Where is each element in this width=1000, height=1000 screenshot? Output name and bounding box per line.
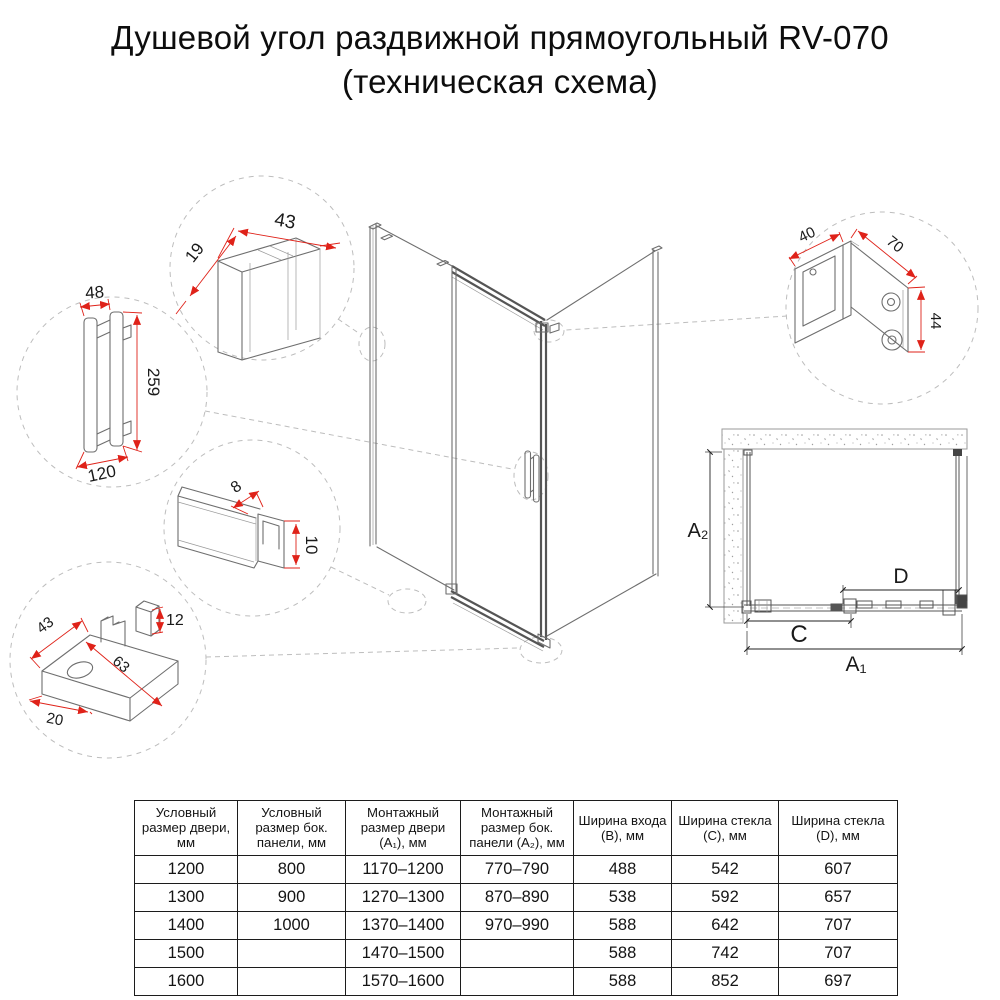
header-entry-width: Ширина входа (B), мм — [574, 801, 672, 856]
header-glass-d: Ширина стекла (D), мм — [779, 801, 898, 856]
plan-label-a2: A₂ — [687, 520, 709, 542]
dim-label-guide-length: 63 — [109, 652, 133, 677]
header-glass-c: Ширина стекла (C), мм — [672, 801, 779, 856]
cell: 1500 — [135, 939, 238, 967]
cell: 588 — [574, 967, 672, 995]
dim-label-profile-width: 43 — [272, 209, 298, 234]
header-door-size: Условный размер двери, мм — [135, 801, 238, 856]
header-panel-mount: Монтажный размер бок. панели (A₂), мм — [461, 801, 574, 856]
cell: 697 — [779, 967, 898, 995]
title-line-1: Душевой угол раздвижной прямоугольный RV-070 — [111, 19, 889, 56]
cell: 742 — [672, 939, 779, 967]
dim-label-bracket-width: 40 — [795, 223, 819, 247]
dim-label-handle-width: 48 — [84, 282, 105, 303]
detail-wall-profile — [170, 176, 354, 360]
cell — [461, 939, 574, 967]
wall-top — [722, 429, 967, 449]
cell: 707 — [779, 911, 898, 939]
cell — [238, 967, 346, 995]
cell: 1170–1200 — [346, 855, 461, 883]
detail-circle — [17, 297, 207, 487]
table-row — [135, 911, 898, 939]
corner-block — [953, 449, 962, 456]
size-spec-table — [134, 800, 898, 996]
leader-lines — [205, 316, 787, 663]
cell: 588 — [574, 939, 672, 967]
cell: 1600 — [135, 967, 238, 995]
plan-label-d: D — [893, 565, 909, 588]
cell — [461, 967, 574, 995]
cell: 588 — [574, 911, 672, 939]
plan-label-a1: A₁ — [845, 653, 867, 676]
detail-circle — [786, 212, 978, 404]
detail-floor-guide — [10, 562, 206, 758]
cell: 1370–1400 — [346, 911, 461, 939]
plan-label-c: C — [790, 621, 808, 648]
detail-wall-bracket — [786, 212, 978, 404]
dim-label-guide-height: 12 — [166, 612, 184, 629]
cell: 538 — [574, 883, 672, 911]
detail-bottom-rail — [164, 440, 340, 616]
dim-label-bracket-length: 70 — [882, 232, 907, 257]
cell: 870–890 — [461, 883, 574, 911]
main-3d-drawing — [369, 223, 662, 651]
cell: 970–990 — [461, 911, 574, 939]
cell — [238, 939, 346, 967]
cell: 1570–1600 — [346, 967, 461, 995]
cell: 1300 — [135, 883, 238, 911]
cell: 607 — [779, 855, 898, 883]
cell: 657 — [779, 883, 898, 911]
cell: 1400 — [135, 911, 238, 939]
detail-handle — [17, 282, 207, 487]
cell: 1470–1500 — [346, 939, 461, 967]
wall-left — [724, 449, 743, 623]
table-row — [135, 883, 898, 911]
cell: 1000 — [238, 911, 346, 939]
dim-label-rail-width: 8 — [227, 477, 245, 497]
table-row — [135, 967, 898, 995]
header-panel-size: Условный размер бок. панели, мм — [238, 801, 346, 856]
cell: 1270–1300 — [346, 883, 461, 911]
cell: 542 — [672, 855, 779, 883]
dim-label-handle-height: 259 — [144, 367, 163, 397]
table-header-row — [135, 801, 898, 856]
dim-label-guide-depth: 43 — [33, 613, 58, 638]
table-row — [135, 855, 898, 883]
cell: 488 — [574, 855, 672, 883]
dim-label-rail-height: 10 — [302, 535, 321, 555]
title-line-2: (техническая схема) — [342, 63, 658, 101]
detail-circle — [170, 176, 354, 360]
cell: 770–790 — [461, 855, 574, 883]
header-door-mount: Монтажный размер двери (A₁), мм — [346, 801, 461, 856]
cell: 900 — [238, 883, 346, 911]
dim-label-profile-depth: 19 — [181, 239, 208, 266]
detail-circle — [164, 440, 340, 616]
dim-label-bracket-height: 44 — [927, 312, 944, 330]
cell: 592 — [672, 883, 779, 911]
dim-label-handle-base: 120 — [86, 461, 118, 486]
cell: 852 — [672, 967, 779, 995]
dim-label-guide-width: 20 — [45, 709, 65, 730]
table-row — [135, 939, 898, 967]
cell: 1200 — [135, 855, 238, 883]
cell: 707 — [779, 939, 898, 967]
cell: 642 — [672, 911, 779, 939]
plan-view — [687, 429, 967, 676]
cell: 800 — [238, 855, 346, 883]
